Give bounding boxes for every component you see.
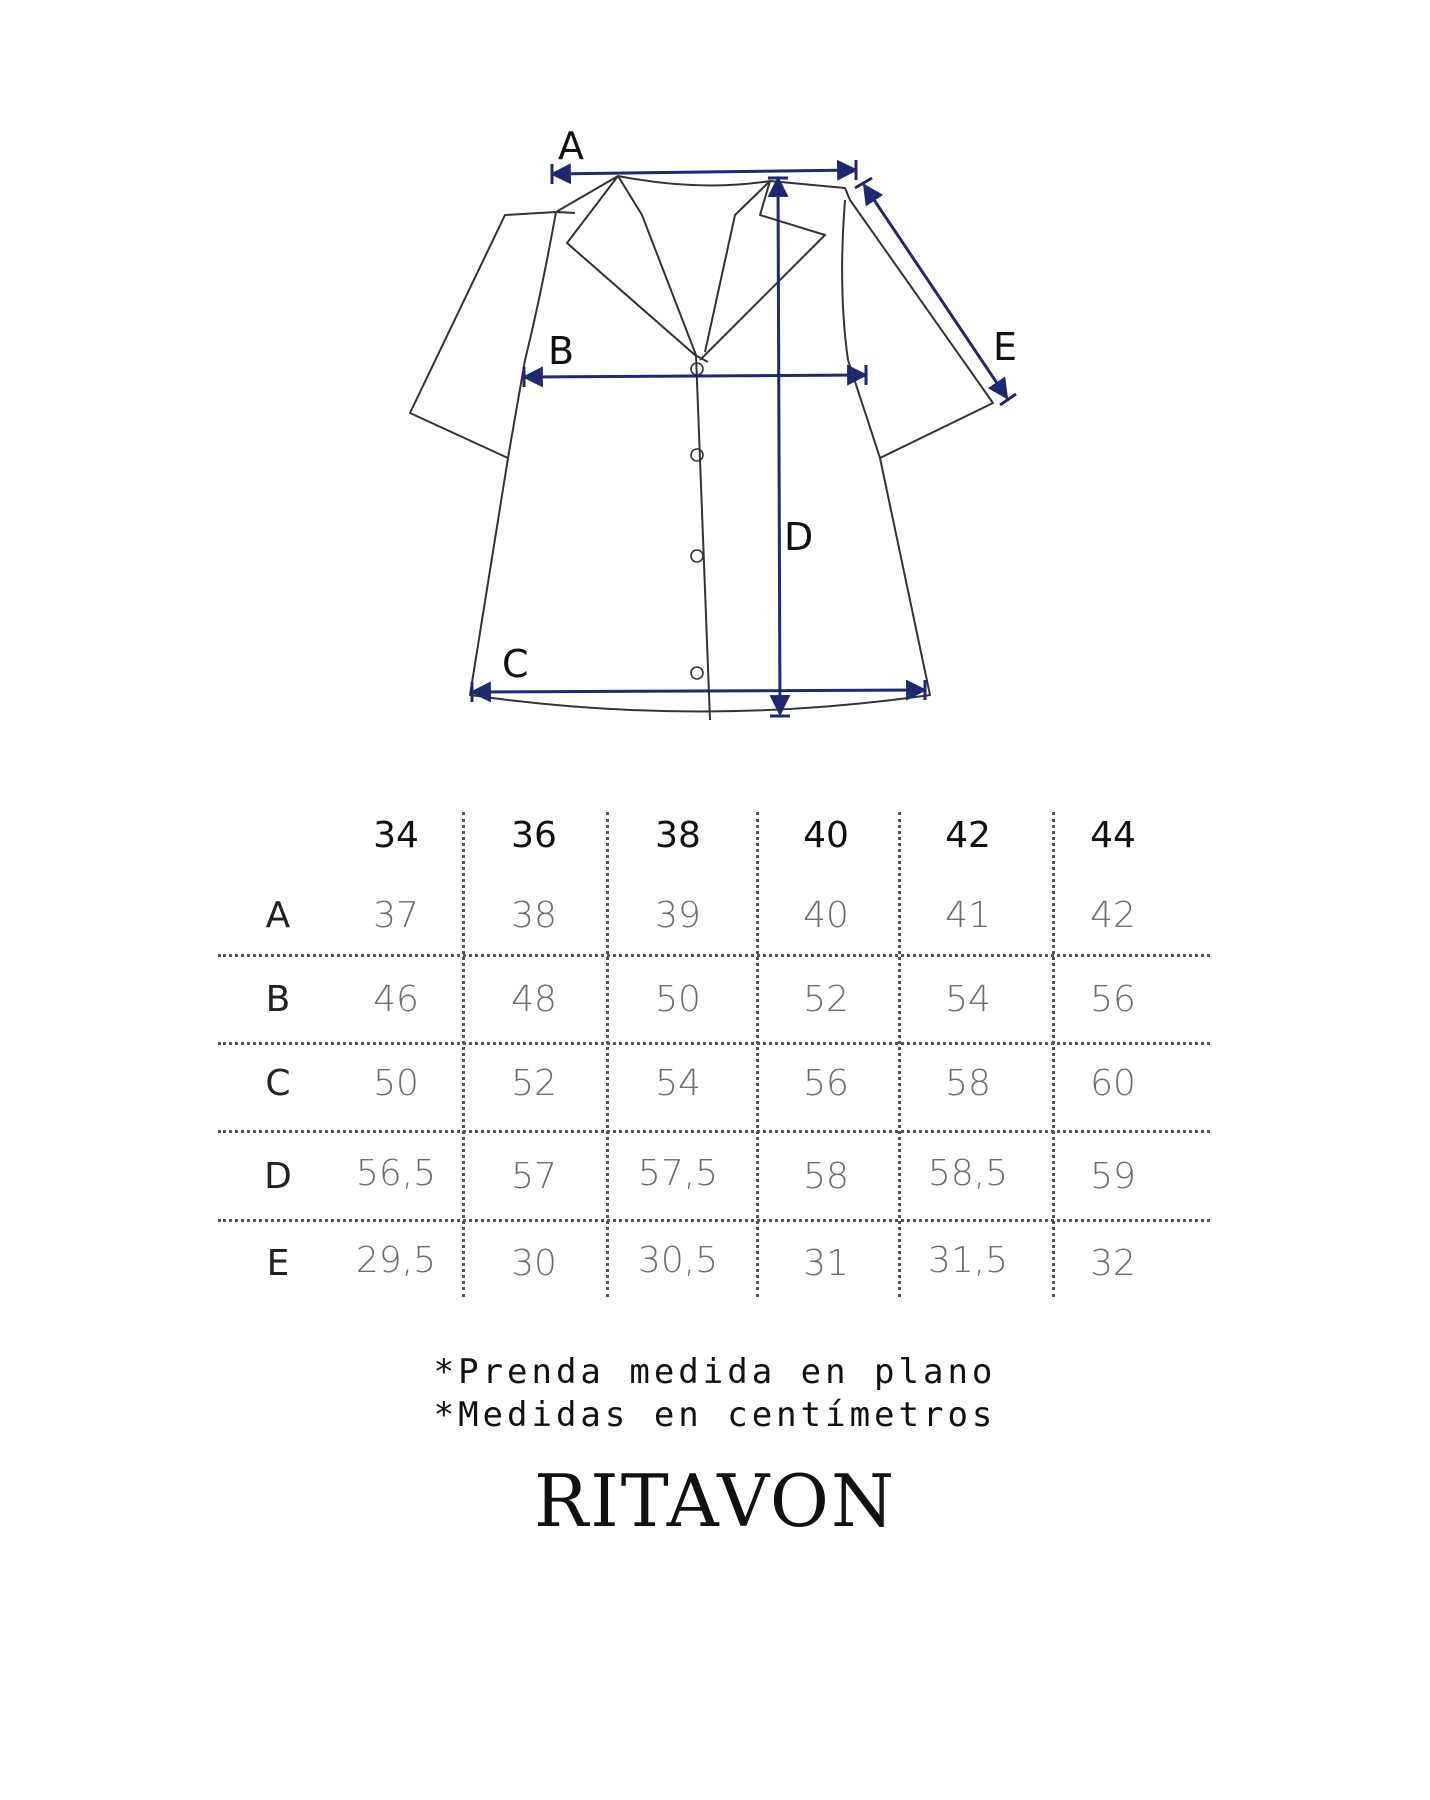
table-cell: 39 — [655, 895, 701, 936]
table-cell: 56 — [1090, 979, 1136, 1020]
table-cell: 58 — [803, 1156, 849, 1197]
size-header: 44 — [1090, 815, 1136, 856]
row-label: E — [266, 1243, 290, 1284]
size-header: 42 — [945, 815, 991, 856]
row-divider — [218, 1219, 1210, 1222]
size-header: 40 — [803, 815, 849, 856]
table-cell: 56 — [803, 1063, 849, 1104]
row-label: D — [264, 1156, 292, 1197]
table-cell: 29,5 — [355, 1240, 437, 1281]
table-cell: 56,5 — [355, 1153, 437, 1194]
table-cell: 52 — [511, 1063, 557, 1104]
row-label: A — [265, 895, 291, 936]
table-cell: 30,5 — [637, 1240, 719, 1281]
table-cell: 42 — [1090, 895, 1136, 936]
table-cell: 58,5 — [927, 1153, 1009, 1194]
table-cell: 54 — [945, 979, 991, 1020]
table-cell: 38 — [511, 895, 557, 936]
row-divider — [218, 954, 1210, 957]
column-divider — [606, 812, 609, 1297]
column-divider — [898, 812, 901, 1297]
column-divider — [1052, 812, 1055, 1297]
shirt-measurement-diagram — [0, 0, 1430, 760]
table-cell: 37 — [373, 895, 419, 936]
table-cell: 32 — [1090, 1243, 1136, 1284]
table-cell: 46 — [373, 979, 419, 1020]
diagram-label-e: E — [993, 325, 1018, 369]
column-divider — [756, 812, 759, 1297]
table-cell: 50 — [655, 979, 701, 1020]
table-cell: 57,5 — [637, 1153, 719, 1194]
table-cell: 52 — [803, 979, 849, 1020]
note-flat-measured: *Prenda medida en plano — [433, 1352, 997, 1392]
table-cell: 57 — [511, 1156, 557, 1197]
table-cell: 54 — [655, 1063, 701, 1104]
table-cell: 41 — [945, 895, 991, 936]
shirt-outline — [410, 176, 993, 720]
table-cell: 58 — [945, 1063, 991, 1104]
row-divider — [218, 1042, 1210, 1045]
row-label: C — [265, 1063, 291, 1104]
brand-logo: RITAVON — [534, 1459, 896, 1543]
size-header: 34 — [373, 815, 419, 856]
size-header: 38 — [655, 815, 701, 856]
measure-lines — [472, 160, 1016, 716]
table-cell: 31 — [803, 1243, 849, 1284]
table-cell: 60 — [1090, 1063, 1136, 1104]
table-cell: 50 — [373, 1063, 419, 1104]
column-divider — [462, 812, 465, 1297]
diagram-label-a: A — [558, 124, 584, 168]
buttons — [691, 363, 703, 679]
row-label: B — [265, 979, 291, 1020]
table-cell: 59 — [1090, 1156, 1136, 1197]
diagram-label-b: B — [548, 329, 575, 373]
diagram-label-d: D — [784, 515, 814, 559]
table-cell: 48 — [511, 979, 557, 1020]
diagram-label-c: C — [502, 642, 529, 686]
note-centimeters: *Medidas en centímetros — [433, 1395, 997, 1435]
size-header: 36 — [511, 815, 557, 856]
table-cell: 40 — [803, 895, 849, 936]
row-divider — [218, 1130, 1210, 1133]
table-cell: 31,5 — [927, 1240, 1009, 1281]
table-cell: 30 — [511, 1243, 557, 1284]
